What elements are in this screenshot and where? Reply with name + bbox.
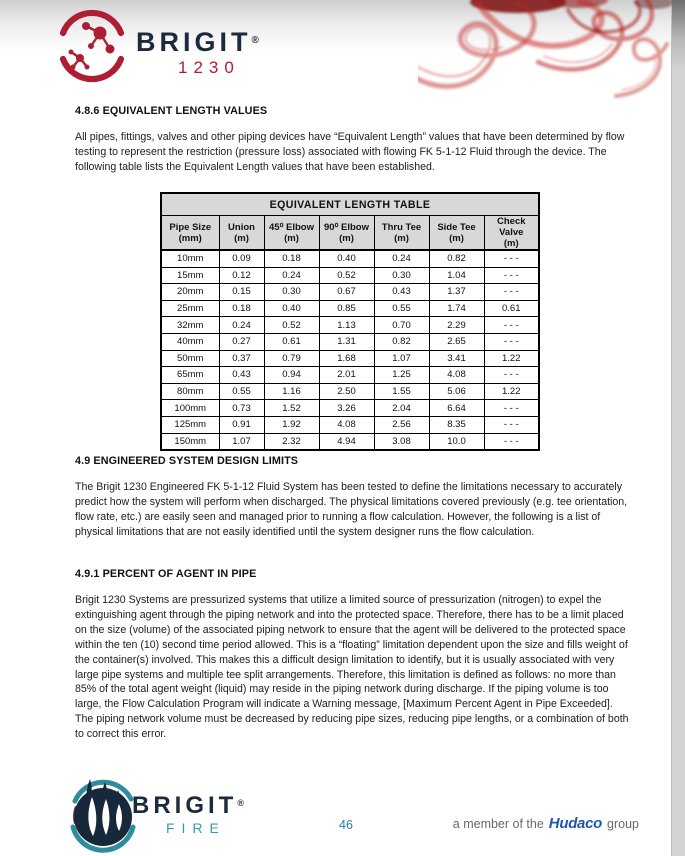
table-row bbox=[161, 433, 539, 450]
hudaco-member-line bbox=[453, 815, 639, 832]
cell-thru-tee: 1.25 bbox=[374, 367, 429, 384]
col-90-elbow: 90⁰ Elbow (m) bbox=[319, 216, 374, 251]
hudaco-brand: Hudaco bbox=[548, 815, 603, 832]
cell-side-tee: 0.82 bbox=[429, 250, 484, 267]
section-heading-4-8-6: 4.8.6 EQUIVALENT LENGTH VALUES bbox=[75, 105, 268, 117]
red-smoke-graphic bbox=[418, 0, 672, 118]
cell-45-elbow: 0.18 bbox=[264, 250, 319, 267]
cell-pipe-size: 25mm bbox=[161, 300, 219, 317]
header-model-text: 1230 bbox=[178, 58, 240, 77]
col-union: Union (m) bbox=[219, 216, 264, 251]
cell-90-elbow: 0.40 bbox=[319, 250, 374, 267]
cell-pipe-size: 20mm bbox=[161, 284, 219, 301]
table-row bbox=[161, 300, 539, 317]
cell-side-tee: 1.74 bbox=[429, 300, 484, 317]
cell-45-elbow: 0.30 bbox=[264, 284, 319, 301]
col-thru-tee: Thru Tee (m) bbox=[374, 216, 429, 251]
cell-pipe-size: 125mm bbox=[161, 416, 219, 433]
cell-check-valve: - - - bbox=[484, 250, 539, 267]
cell-check-valve: - - - bbox=[484, 400, 539, 417]
cell-45-elbow: 0.52 bbox=[264, 317, 319, 334]
footer-division-text: FIRE bbox=[166, 820, 226, 836]
cell-pipe-size: 65mm bbox=[161, 367, 219, 384]
brigit-1230-logo bbox=[52, 4, 292, 88]
cell-45-elbow: 1.52 bbox=[264, 400, 319, 417]
cell-45-elbow: 0.94 bbox=[264, 367, 319, 384]
header-brand-text: BRIGIT® bbox=[136, 27, 259, 57]
cell-union: 0.12 bbox=[219, 267, 264, 284]
registered-mark: ® bbox=[251, 35, 259, 46]
cell-pipe-size: 40mm bbox=[161, 333, 219, 350]
cell-pipe-size: 10mm bbox=[161, 250, 219, 267]
cell-side-tee: 1.04 bbox=[429, 267, 484, 284]
cell-side-tee: 3.41 bbox=[429, 350, 484, 367]
page-number: 46 bbox=[339, 818, 353, 832]
page-edge-strip bbox=[671, 0, 685, 856]
cell-check-valve: - - - bbox=[484, 333, 539, 350]
cell-45-elbow: 0.79 bbox=[264, 350, 319, 367]
table-row bbox=[161, 333, 539, 350]
cell-union: 0.73 bbox=[219, 400, 264, 417]
cell-thru-tee: 0.43 bbox=[374, 284, 429, 301]
cell-pipe-size: 15mm bbox=[161, 267, 219, 284]
cell-pipe-size: 80mm bbox=[161, 383, 219, 400]
cell-thru-tee: 2.56 bbox=[374, 416, 429, 433]
equivalent-length-table bbox=[160, 192, 540, 451]
cell-90-elbow: 1.13 bbox=[319, 317, 374, 334]
section-body-4-9-1: Brigit 1230 Systems are pressurized systems that utilize a limited source of pressurization (nitrogen) to expel the extinguishing agent through the piping network and into the protected space. Therefore, there has to be a limit placed on the size (volume) of the associated piping network to ensure that the agent will be delivered to the protected space within the ten (10) second time period allowed. This is a “floating” limitation dependent upon the size and fills weight of the container(s) involved. This makes this a difficult design limitation to identify, but it is usually associated with very large pipe systems and multiple tee split arrangements. Therefore, this limitation is defined as follows: no more than 85% of the total agent weight (liquid) may reside in the piping network during discharge. If the piping volume is too large, the Flow Calculation Program will indicate a Warning message, [Maximum Percent Agent in Pipe Exceeded]. The piping network volume must be decreased by reducing pipe sizes, reducing pipe lengths, or a combination of both to correct this error. bbox=[75, 594, 629, 741]
cell-thru-tee: 2.04 bbox=[374, 400, 429, 417]
table-row bbox=[161, 367, 539, 384]
cell-side-tee: 2.29 bbox=[429, 317, 484, 334]
cell-side-tee: 6.64 bbox=[429, 400, 484, 417]
cell-pipe-size: 32mm bbox=[161, 317, 219, 334]
cell-check-valve: - - - bbox=[484, 284, 539, 301]
cell-side-tee: 2.65 bbox=[429, 333, 484, 350]
cell-check-valve: - - - bbox=[484, 433, 539, 450]
cell-check-valve: 1.22 bbox=[484, 350, 539, 367]
brigit-fire-logo bbox=[60, 770, 310, 856]
cell-90-elbow: 2.01 bbox=[319, 367, 374, 384]
cell-thru-tee: 1.07 bbox=[374, 350, 429, 367]
cell-90-elbow: 0.85 bbox=[319, 300, 374, 317]
cell-check-valve: 0.61 bbox=[484, 300, 539, 317]
cell-side-tee: 4.08 bbox=[429, 367, 484, 384]
cell-90-elbow: 4.94 bbox=[319, 433, 374, 450]
cell-pipe-size: 50mm bbox=[161, 350, 219, 367]
cell-thru-tee: 0.82 bbox=[374, 333, 429, 350]
cell-check-valve: - - - bbox=[484, 416, 539, 433]
cell-thru-tee: 0.24 bbox=[374, 250, 429, 267]
cell-90-elbow: 4.08 bbox=[319, 416, 374, 433]
table-title-row bbox=[161, 193, 539, 216]
cell-side-tee: 8.35 bbox=[429, 416, 484, 433]
footer-brand-text: BRIGIT® bbox=[132, 792, 244, 819]
table-title: EQUIVALENT LENGTH TABLE bbox=[161, 193, 539, 216]
cell-thru-tee: 0.70 bbox=[374, 317, 429, 334]
section-heading-4-9-1: 4.9.1 PERCENT OF AGENT IN PIPE bbox=[75, 568, 257, 580]
table-row bbox=[161, 317, 539, 334]
section-body-4-8-6: All pipes, fittings, valves and other piping devices have “Equivalent Length” values that have been determined by flow testing to represent the restriction (pressure loss) associated with flowing FK 5-1-12 Fluid through the device. The following table lists the Equivalent Length values that have been established. bbox=[75, 131, 625, 173]
member-prefix: a member of the bbox=[452, 817, 544, 831]
table-row bbox=[161, 350, 539, 367]
cell-check-valve: - - - bbox=[484, 267, 539, 284]
brigit-molecule-icon bbox=[52, 6, 132, 86]
cell-thru-tee: 3.08 bbox=[374, 433, 429, 450]
cell-90-elbow: 0.67 bbox=[319, 284, 374, 301]
cell-check-valve: - - - bbox=[484, 367, 539, 384]
cell-side-tee: 5.06 bbox=[429, 383, 484, 400]
cell-45-elbow: 1.92 bbox=[264, 416, 319, 433]
cell-45-elbow: 0.24 bbox=[264, 267, 319, 284]
table-row bbox=[161, 416, 539, 433]
cell-45-elbow: 1.16 bbox=[264, 383, 319, 400]
cell-check-valve: - - - bbox=[484, 317, 539, 334]
cell-side-tee: 10.0 bbox=[429, 433, 484, 450]
cell-pipe-size: 100mm bbox=[161, 400, 219, 417]
member-suffix: group bbox=[607, 817, 639, 831]
cell-90-elbow: 3.26 bbox=[319, 400, 374, 417]
cell-90-elbow: 0.52 bbox=[319, 267, 374, 284]
cell-union: 0.15 bbox=[219, 284, 264, 301]
table-row bbox=[161, 250, 539, 267]
table-row bbox=[161, 284, 539, 301]
cell-thru-tee: 1.55 bbox=[374, 383, 429, 400]
table-header-row bbox=[161, 216, 539, 251]
cell-45-elbow: 0.40 bbox=[264, 300, 319, 317]
cell-thru-tee: 0.55 bbox=[374, 300, 429, 317]
table-row bbox=[161, 400, 539, 417]
col-side-tee: Side Tee (m) bbox=[429, 216, 484, 251]
cell-check-valve: 1.22 bbox=[484, 383, 539, 400]
cell-45-elbow: 2.32 bbox=[264, 433, 319, 450]
cell-union: 0.27 bbox=[219, 333, 264, 350]
cell-90-elbow: 2.50 bbox=[319, 383, 374, 400]
table-row bbox=[161, 383, 539, 400]
section-heading-4-9: 4.9 ENGINEERED SYSTEM DESIGN LIMITS bbox=[75, 455, 299, 467]
cell-union: 0.24 bbox=[219, 317, 264, 334]
col-45-elbow: 45⁰ Elbow (m) bbox=[264, 216, 319, 251]
cell-union: 0.43 bbox=[219, 367, 264, 384]
cell-union: 0.91 bbox=[219, 416, 264, 433]
cell-pipe-size: 150mm bbox=[161, 433, 219, 450]
col-check-valve: Check Valve (m) bbox=[484, 216, 539, 251]
col-pipe-size: Pipe Size (mm) bbox=[161, 216, 219, 251]
footer-registered-mark: ® bbox=[237, 798, 244, 808]
cell-union: 0.09 bbox=[219, 250, 264, 267]
cell-union: 1.07 bbox=[219, 433, 264, 450]
cell-side-tee: 1.37 bbox=[429, 284, 484, 301]
table-row bbox=[161, 267, 539, 284]
cell-45-elbow: 0.61 bbox=[264, 333, 319, 350]
cell-union: 0.55 bbox=[219, 383, 264, 400]
cell-90-elbow: 1.68 bbox=[319, 350, 374, 367]
cell-90-elbow: 1.31 bbox=[319, 333, 374, 350]
cell-thru-tee: 0.30 bbox=[374, 267, 429, 284]
cell-union: 0.18 bbox=[219, 300, 264, 317]
cell-union: 0.37 bbox=[219, 350, 264, 367]
section-body-4-9: The Brigit 1230 Engineered FK 5-1-12 Fluid System has been tested to define the limitations necessary to accurately predict how the system will perform when discharged. The physical limitations covered previously (e.g. tee orientation, flow rate, etc.) are easily seen and managed prior to running a flow calculation. However, the following is a list of physical limitations that are not easily identified until the system designer runs the flow calculation. bbox=[75, 481, 628, 538]
